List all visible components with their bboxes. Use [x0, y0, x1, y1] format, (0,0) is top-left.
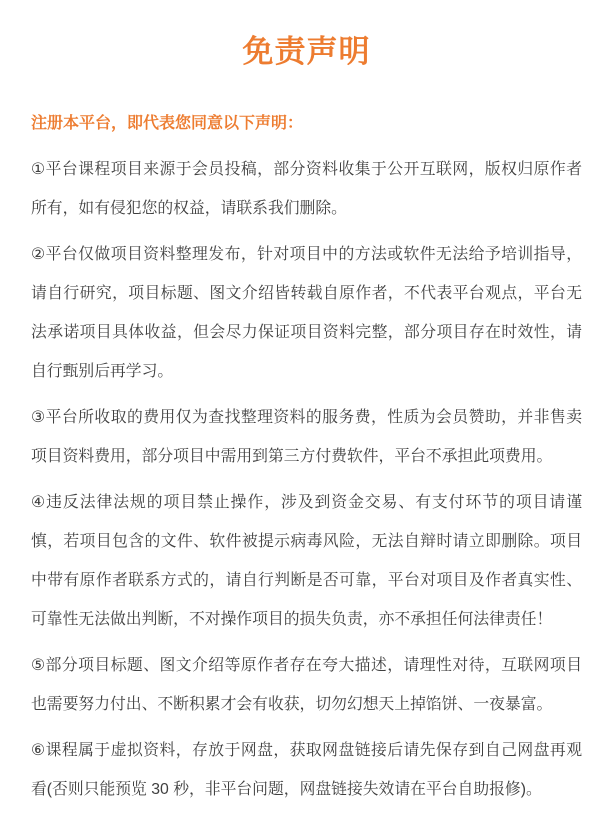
disclaimer-item-5: ⑤部分项目标题、图文介绍等原作者存在夸大描述，请理性对待，互联网项目也需要努力付出、不断积累才会有收获，切勿幻想天上掉馅饼、一夜暴富。: [31, 657, 582, 713]
disclaimer-content: [0, 104, 613, 809]
disclaimer-item-2: ②平台仅做项目资料整理发布，针对项目中的方法或软件无法给予培训指导，请自行研究，项目标题、图文介绍皆转载自原作者，不代表平台观点，平台无法承诺项目具体收益，但会尽力保证项目资料完整，部分项目存在时效性，请自行甄别后再学习。: [31, 246, 582, 380]
disclaimer-item-3: ③平台所收取的费用仅为查找整理资料的服务费，性质为会员赞助，并非售卖项目资料费用，部分项目中需用到第三方付费软件，平台不承担此项费用。: [31, 409, 582, 465]
disclaimer-item-6: ⑥课程属于虚拟资料，存放于网盘，获取网盘链接后请先保存到自己网盘再观看(否则只能预览 30 秒，非平台问题，网盘链接失效请在平台自助报修)。: [31, 742, 582, 798]
page-title: 免责声明: [242, 34, 371, 69]
disclaimer-item-4: ④违反法律法规的项目禁止操作，涉及到资金交易、有支付环节的项目请谨慎，若项目包含的文件、软件被提示病毒风险，无法自辩时请立即删除。项目中带有原作者联系方式的，请自行判断是否可靠，平台对项目及作者真实性、可靠性无法做出判断，不对操作项目的损失负责，亦不承担任何法律责任！: [31, 494, 582, 628]
intro-statement: 注册本平台，即代表您同意以下声明：: [31, 115, 304, 132]
disclaimer-item-1: ①平台课程项目来源于会员投稿，部分资料收集于公开互联网，版权归原作者所有，如有侵犯您的权益，请联系我们删除。: [31, 161, 582, 217]
